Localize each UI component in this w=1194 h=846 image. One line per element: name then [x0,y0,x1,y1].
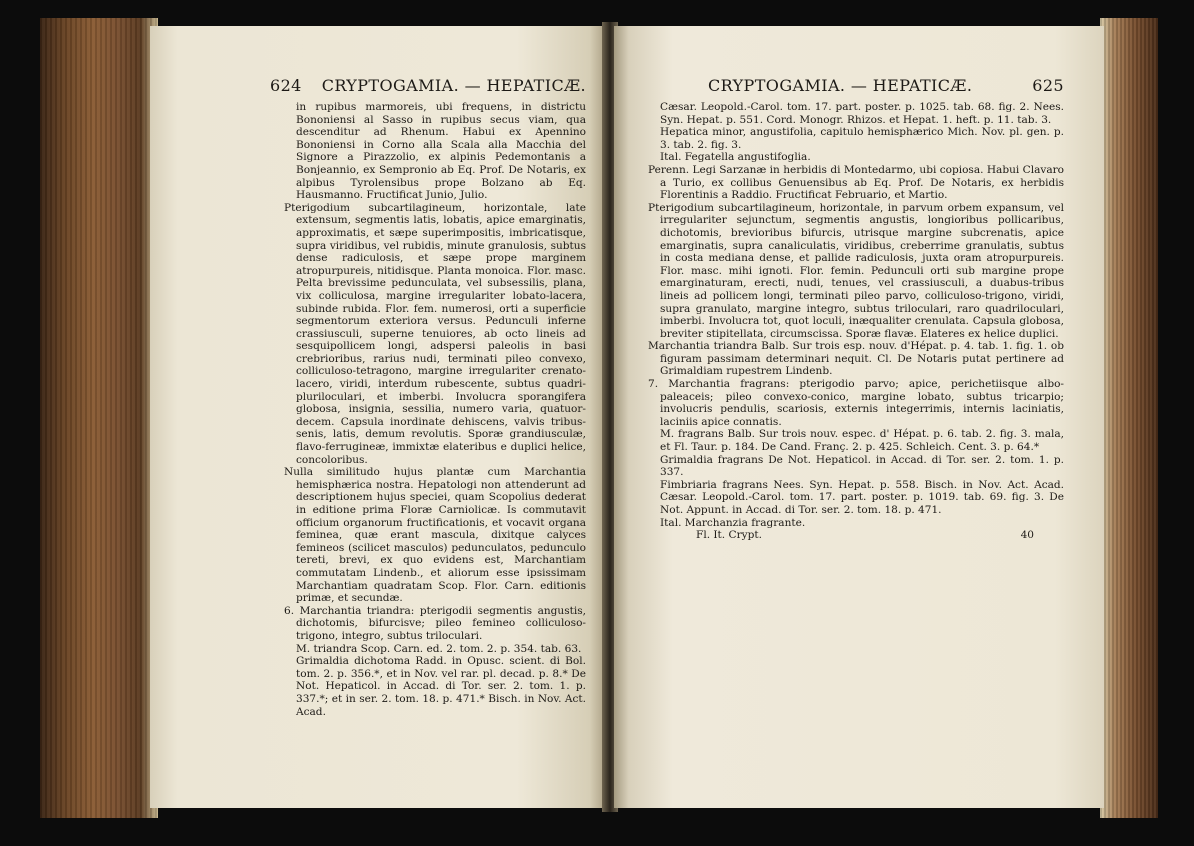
left-paragraph: Nulla similitudo hujus plantæ cum Marchantia hemisphærica nostra. Hepatologi non attenderunt ad descriptionem hujus speciei, quam Scopolius dederat in editione prima Floræ Carniolicæ. Is commutavit officium organorum fructificationis, et vocavit organa feminea, quæ erant mascula, dixitque calyces femineos (scilicet masculos) pedunculatos, pedunculo tereti, brevi, ex quo evidens est, Marchantiam commutatam Lindenb., et aliorum esse ipsissimam Marchantiam quadratam Scop. Flor. Carn. editionis primæ, et secundæ. [284,466,586,605]
right-paragraph: Ital. Fegatella angustifoglia. [660,151,811,164]
footer-signature: Fl. It. Crypt. [696,529,762,542]
left-paragraph: 6. Marchantia triandra: pterigodii segmentis angustis, dichotomis, bifurcisve; pileo femineo colliculoso-trigono, integro, subtus triloculari. [284,604,586,642]
left-paragraph: Grimaldia dichotoma Radd. in Opusc. scient. di Bol. tom. 2. p. 356.*, et in Nov. vel rar. pl. decad. p. 8.* De Not. Hepaticol. in Accad. di Tor. ser. 2. tom. 1. p. 337.*; et in ser. 2. tom. 18. p. 471.* Bisch. in Nov. Act. Acad. [296,655,586,718]
right-page [614,26,1104,808]
left-paragraph: M. triandra Scop. Carn. ed. 2. tom. 2. p. 354. tab. 63. [296,642,582,655]
right-paragraph: Hepatica minor, angustifolia, capitulo hemisphærico Mich. Nov. pl. gen. p. 3. tab. 2. fig. 3. [660,126,1064,151]
right-paragraph: Pterigodium subcartilagineum, horizontale, in parvum orbem expansum, vel irregulariter sejunctum, segmentis angustis, longioribus pollicaribus, dichotomis, brevioribus bifurcis, utrisque margine subcrenatis, apice emarginatis, supra canaliculatis, viridibus, creberrime granulatis, subtus in costa mediana dense, et pallide radiculosis, juxta oram atropurpureis. Flor. masc. mihi ignoti. Flor. femin. Pedunculi orti sub margine prope emarginaturam, erecti, nudi, tenues, vel crassiusculi, a duabus-tribus lineis ad pollicem longi, terminati pileo parvo, colliculoso-trigono, viridi, supra granulato, margine integro, subtus triloculari, raro quadriloculari, imberbi. Involucra tot, quot loculi, inæqualiter crenulata. Capsula globosa, breviter stipitellata, circumscissa. Sporæ flavæ. Elateres ex helice duplici. [648,201,1064,340]
right-running-title: CRYPTOGAMIA. — HEPATICÆ. [708,76,973,95]
right-paragraph: Marchantia triandra Balb. Sur trois esp. nouv. d'Hépat. p. 4. tab. 1. fig. 1. ob figuram passimam determinari nequit. Cl. De Notaris putat pertinere ad Grimaldiam rupestrem Lindenb. [648,340,1064,378]
left-paragraph: Pterigodium subcartilagineum, horizontale, late extensum, segmentis latis, lobatis, apice emarginatis, approximatis, et sæpe superimpositis, imbricatisque, supra viridibus, vel rubidis, minute granulosis, subtus dense radiculosis, et sæpe prope marginem atropurpureis, nitidisque. Planta monoica. Flor. masc. Pelta brevissime pedunculata, vel subsessilis, plana, vix colliculosa, margine irregulariter lobato-lacera, subinde rubida. Flor. fem. numerosi, orti a superficie segmentorum exteriora versus. Pedunculi inferne crassiusculi, superne tenuiores, ab octo lineis ad sesquipollicem longi, adspersi paleolis in basi crebrioribus, rarius nudi, terminati pileo convexo, colliculoso-tetragono, margine irregulariter crenato-lacero, viridi, interdum rubescente, subtus quadri-pluriloculari, et imberbi. Involucra sporangifera globosa, insignia, sessilia, numero varia, quatuor-decem. Capsula inordinate dehiscens, valvis tribus-senis, latis, demum revolutis. Sporæ grandiusculæ, flavo-ferrugineæ, immixtæ elateribus e duplici helice, concoloribus. [284,201,586,466]
left-paragraph: in rupibus marmoreis, ubi frequens, in districtu Bononiensi al Sasso in rupibus secus viam, qua descenditur ad Rhenum. Habui ex Apennino Bononiensi in Corno alla Scala alla Macchia del Signore a Pirazzolio, ex alpinis Pedemontanis a Bonjeannio, ex Sempronio ab Eq. Prof. De Notaris, ex alpibus Tyrolensibus prope Bolzano ab Eq. Hausmanno. Fructificat Junio, Julio. [296,101,586,202]
right-paragraph: Ital. Marchanzia fragrante. [660,516,806,529]
left-running-head [270,76,586,95]
right-running-head [648,76,1064,95]
right-paragraph: M. fragrans Balb. Sur trois nouv. espec. d' Hépat. p. 6. tab. 2. fig. 3. mala, et Fl. Taur. p. 184. De Cand. Franç. 2. p. 425. Schleich. Cent. 3. p. 64.* [660,428,1064,454]
right-paragraph: Cæsar. Leopold.-Carol. tom. 17. part. poster. p. 1025. tab. 68. fig. 2. Nees. Syn. Hepat. p. 551. Cord. Monogr. Rhizos. et Hepat. 1. heft. p. 11. tab. 3. [660,101,1064,126]
right-paragraph: 7. Marchantia fragrans: pterigodio parvo; apice, perichetiisque albo-paleaceis; pileo convexo-conico, margine lobato, subtus tricarpio; involucris pendulis, scariosis, externis integerrimis, internis laciniatis, laciniis apice connatis. [648,378,1064,428]
right-body-text [648,101,1064,542]
left-running-title: CRYPTOGAMIA. — HEPATICÆ. [321,76,586,95]
footer-signature-number: 40 [1020,529,1034,542]
right-page-number: 625 [1032,76,1064,95]
left-page-number: 624 [270,76,302,95]
left-page [150,26,608,808]
book-edge-right [1100,18,1158,818]
right-paragraph: Perenn. Legi Sarzanæ in herbidis di Montedarmo, ubi copiosa. Habui Clavaro a Turio, ex collibus Genuensibus ab Eq. Prof. De Notaris, ex herbidis Florentinis a Raddio. Fructificat Februario, et Martio. [648,163,1064,202]
right-paragraph: Grimaldia fragrans De Not. Hepaticol. in Accad. di Tor. ser. 2. tom. 1. p. 337. [660,453,1064,479]
left-body-text [284,101,586,718]
right-page-footer [648,529,1064,542]
right-paragraph: Fimbriaria fragrans Nees. Syn. Hepat. p. 558. Bisch. in Nov. Act. Acad. Cæsar. Leopold.-Carol. tom. 17. part. poster. p. 1019. tab. 69. fig. 3. De Not. Appunt. in Accad. di Tor. ser. 2. tom. 18. p. 471. [660,478,1064,516]
book-edge-left [40,18,158,818]
